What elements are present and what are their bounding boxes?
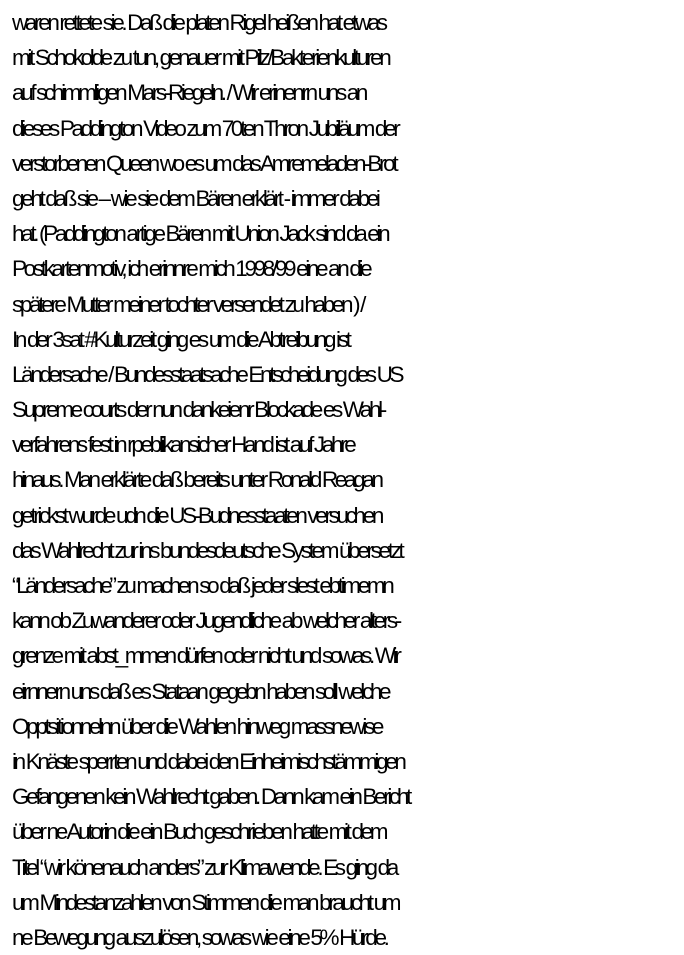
- text-line: verfahrens fest in rpeblikansicher Hand ist auf Jahre: [12, 432, 354, 458]
- text-line: verstorbenen Queen wo es um das Amremeladen-Brot: [12, 150, 396, 176]
- text-line: Opptsitionnelnn über die Wahlen hinweg massnewise: [12, 713, 382, 739]
- text-line: Postkartenmotiv, ich erinnre mich 1998/99 eine an die: [12, 256, 370, 282]
- text-line: mit Schokolde zu tun, genauer mit Pilz/Bakterienkulturen: [12, 45, 389, 71]
- text-line: grenze mit abst_mmen dürfen oder nicht und sowas. Wir: [12, 643, 399, 669]
- text-line: auf schimmligen Mars-Riegeln. / Wir erinenrn uns an: [12, 80, 366, 106]
- text-line: um Mindestanzahlen von Stimmen die man braucht um: [12, 889, 399, 915]
- text-line: eirnnern uns daß es Stataan gegebn haben soll welche: [12, 678, 389, 704]
- text-line: kann ob Zuwanderer oder Jugendliche ab welcher alters-: [12, 608, 399, 634]
- text-line: das Wahlrecht zur ins bundesdeutsche System übersetzt: [12, 537, 402, 563]
- text-line: geht daß sie – wie sie dem Bären erklärt - immer dabei: [12, 185, 378, 211]
- text-line: ne Bewegung auszulösen, sowas wie eine 5% Hürde.: [12, 924, 387, 950]
- text-line: spätere Mutter meiner tochter versendet zu haben ) /: [12, 291, 364, 317]
- text-line: “Ländersache” zu machen so daß jeder slest ebtimemn: [12, 573, 392, 598]
- text-line: hinaus. Man erklärte daß bereits unter Ronald Reagan: [12, 467, 381, 493]
- text-line: getrickst wurde udn die US-Budnesstaaten versuchen: [12, 502, 382, 528]
- body-text: [12, 5, 684, 955]
- text-line: In der 3sat #Kulturzeit ging es um die Abtreibung ist: [12, 326, 349, 352]
- text-line: in Knäste sperrten und dabei den Einheimischstämmigen: [12, 748, 404, 774]
- text-line: Titel “wir könenauch anders” zur Klimawende. Es ging da: [12, 854, 396, 880]
- text-line: Supreme courts der nun dankeienr Blockade es Wahl-: [12, 397, 384, 423]
- text-line: waren rettete sie. Daß die platen Rigel heißen hat etwas: [12, 10, 385, 35]
- text-line: Gefangenen kein Wahlrecht gaben. Dann kam ein Bericht: [12, 784, 409, 810]
- text-line: dieses Paddington Video zum 70ten Thron Jubiläum der: [12, 115, 398, 141]
- text-line: Ländersache / Bundesstaatsache Entscheidung des US: [12, 361, 402, 387]
- text-line: hat. (Paddington artige Bären mit Union Jack sind da ein: [12, 221, 388, 247]
- text-line: über ne Autorin die ein Buch geschrieben hatte mit dem: [12, 819, 386, 845]
